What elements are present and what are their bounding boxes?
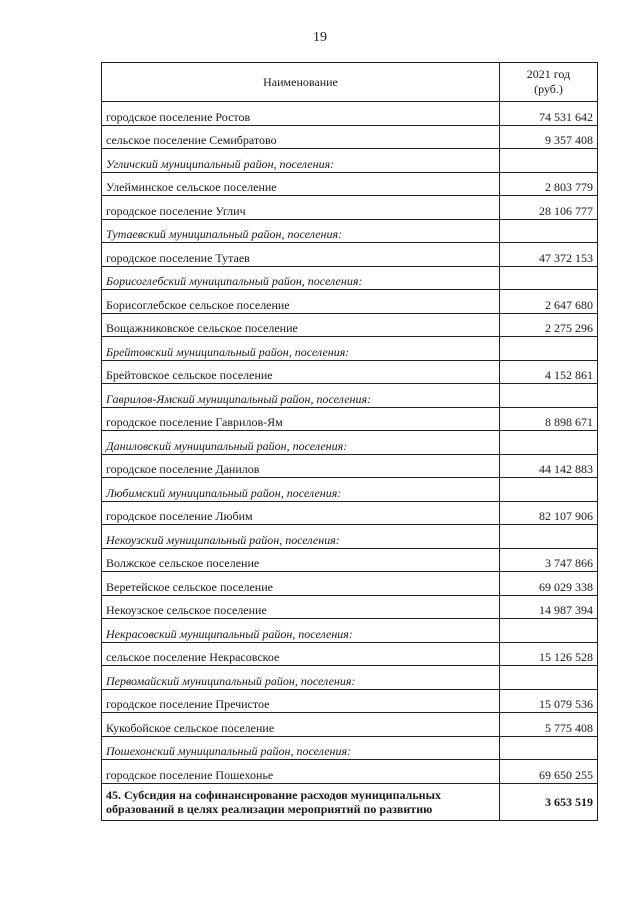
settlement-name-cell: городское поселение Гаврилов-Ям xyxy=(102,407,500,431)
group-name-cell: Некрасовский муниципальный район, поселения: xyxy=(102,619,500,643)
group-name-cell: Первомайский муниципальный район, поселения: xyxy=(102,666,500,690)
amount-cell: 47 372 153 xyxy=(500,243,598,267)
table-body xyxy=(102,102,598,784)
group-name-cell: Пошехонский муниципальный район, поселения: xyxy=(102,736,500,760)
table-group-row xyxy=(102,149,598,173)
budget-table xyxy=(101,62,598,821)
settlement-name-cell: городское поселение Любим xyxy=(102,501,500,525)
settlement-name-cell: Кукобойское сельское поселение xyxy=(102,713,500,737)
table-row xyxy=(102,595,598,619)
column-header-name: Наименование xyxy=(102,63,500,102)
group-name-cell: Некоузский муниципальный район, поселения: xyxy=(102,525,500,549)
amount-cell xyxy=(500,619,598,643)
table-row xyxy=(102,713,598,737)
amount-cell xyxy=(500,266,598,290)
settlement-name-cell: городское поселение Пошехонье xyxy=(102,760,500,784)
column-header-amount-year: 2021 год xyxy=(526,67,571,81)
settlement-name-cell: сельское поселение Семибратово xyxy=(102,125,500,149)
amount-cell: 14 987 394 xyxy=(500,595,598,619)
amount-cell: 3 747 866 xyxy=(500,548,598,572)
group-name-cell: Борисоглебский муниципальный район, поселения: xyxy=(102,266,500,290)
total-row-amount: 3 653 519 xyxy=(500,783,598,820)
table-row xyxy=(102,172,598,196)
table-group-row xyxy=(102,525,598,549)
table-header-row xyxy=(102,63,598,102)
amount-cell: 2 275 296 xyxy=(500,313,598,337)
table-row xyxy=(102,290,598,314)
amount-cell: 28 106 777 xyxy=(500,196,598,220)
table-group-row xyxy=(102,478,598,502)
amount-cell: 69 029 338 xyxy=(500,572,598,596)
amount-cell xyxy=(500,337,598,361)
group-name-cell: Тутаевский муниципальный район, поселения: xyxy=(102,219,500,243)
amount-cell: 9 357 408 xyxy=(500,125,598,149)
amount-cell: 69 650 255 xyxy=(500,760,598,784)
table-group-row xyxy=(102,384,598,408)
settlement-name-cell: сельское поселение Некрасовское xyxy=(102,642,500,666)
amount-cell: 82 107 906 xyxy=(500,501,598,525)
settlement-name-cell: городское поселение Углич xyxy=(102,196,500,220)
table-row xyxy=(102,501,598,525)
table-row xyxy=(102,125,598,149)
amount-cell xyxy=(500,666,598,690)
table-row xyxy=(102,196,598,220)
amount-cell: 4 152 861 xyxy=(500,360,598,384)
amount-cell xyxy=(500,431,598,455)
table-row xyxy=(102,407,598,431)
amount-cell: 15 126 528 xyxy=(500,642,598,666)
settlement-name-cell: Брейтовское сельское поселение xyxy=(102,360,500,384)
amount-cell: 8 898 671 xyxy=(500,407,598,431)
settlement-name-cell: Улейминское сельское поселение xyxy=(102,172,500,196)
amount-cell xyxy=(500,525,598,549)
settlement-name-cell: городское поселение Тутаев xyxy=(102,243,500,267)
table-group-row xyxy=(102,431,598,455)
amount-cell: 5 775 408 xyxy=(500,713,598,737)
group-name-cell: Гаврилов-Ямский муниципальный район, поселения: xyxy=(102,384,500,408)
table-group-row xyxy=(102,337,598,361)
settlement-name-cell: Борисоглебское сельское поселение xyxy=(102,290,500,314)
group-name-cell: Любимский муниципальный район, поселения: xyxy=(102,478,500,502)
column-header-amount-unit: (руб.) xyxy=(534,82,563,96)
total-row-name: 45. Субсидия на софинансирование расходов муниципальных образований в целях реализации мероприятий по развитию xyxy=(102,783,500,820)
total-row xyxy=(102,783,598,820)
table-group-row xyxy=(102,736,598,760)
group-name-cell: Даниловский муниципальный район, поселения: xyxy=(102,431,500,455)
settlement-name-cell: городское поселение Ростов xyxy=(102,102,500,126)
amount-cell xyxy=(500,478,598,502)
settlement-name-cell: Волжское сельское поселение xyxy=(102,548,500,572)
table-row xyxy=(102,689,598,713)
settlement-name-cell: Вощажниковское сельское поселение xyxy=(102,313,500,337)
table-row xyxy=(102,548,598,572)
group-name-cell: Угличский муниципальный район, поселения: xyxy=(102,149,500,173)
table-row xyxy=(102,572,598,596)
amount-cell xyxy=(500,384,598,408)
table-row xyxy=(102,760,598,784)
settlement-name-cell: городское поселение Пречистое xyxy=(102,689,500,713)
settlement-name-cell: Некоузское сельское поселение xyxy=(102,595,500,619)
amount-cell: 2 647 680 xyxy=(500,290,598,314)
amount-cell xyxy=(500,736,598,760)
table-row xyxy=(102,642,598,666)
amount-cell xyxy=(500,219,598,243)
table-row xyxy=(102,102,598,126)
table-group-row xyxy=(102,666,598,690)
table-group-row xyxy=(102,619,598,643)
amount-cell xyxy=(500,149,598,173)
amount-cell: 74 531 642 xyxy=(500,102,598,126)
column-header-amount xyxy=(500,63,598,102)
amount-cell: 44 142 883 xyxy=(500,454,598,478)
settlement-name-cell: городское поселение Данилов xyxy=(102,454,500,478)
table-row xyxy=(102,243,598,267)
table-row xyxy=(102,313,598,337)
settlement-name-cell: Веретейское сельское поселение xyxy=(102,572,500,596)
page-number: 19 xyxy=(313,30,327,45)
group-name-cell: Брейтовский муниципальный район, поселения: xyxy=(102,337,500,361)
amount-cell: 2 803 779 xyxy=(500,172,598,196)
table-row xyxy=(102,454,598,478)
table-group-row xyxy=(102,266,598,290)
table-row xyxy=(102,360,598,384)
table-group-row xyxy=(102,219,598,243)
amount-cell: 15 079 536 xyxy=(500,689,598,713)
